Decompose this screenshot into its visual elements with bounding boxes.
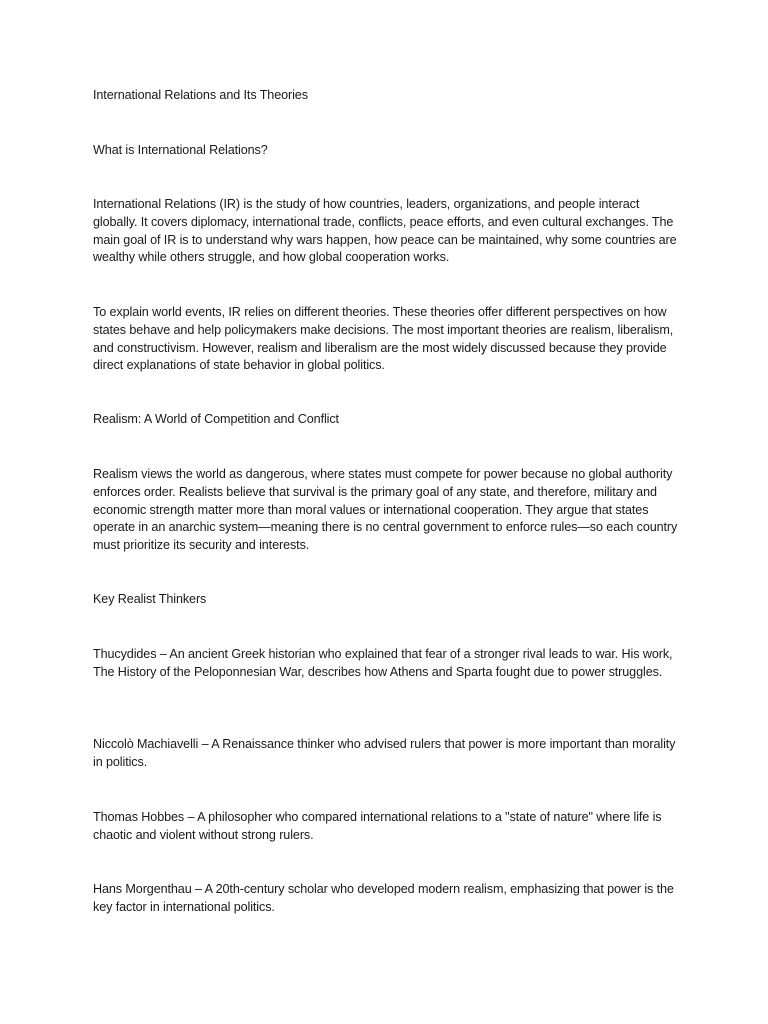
heading-realism: Realism: A World of Competition and Conflict [93,412,339,426]
heading-key-realist-thinkers: Key Realist Thinkers [93,592,207,606]
paragraph-ir-definition: International Relations (IR) is the study of how countries, leaders, organizations, and people interact globally. It covers diplomacy, international trade, conflicts, peace efforts, and even cultural exchanges. The main goal of IR is to understand why wars happen, how peace can be maintained, why some countries are wealthy while others struggle, and how global cooperation works. [93,197,677,265]
heading-what-is-ir: What is International Relations? [93,143,268,157]
thinker-machiavelli: Niccolò Machiavelli – A Renaissance thinker who advised rulers that power is more important than morality in politics. [93,737,676,769]
thinker-morgenthau: Hans Morgenthau – A 20th-century scholar who developed modern realism, emphasizing that power is the key factor in international politics. [93,882,674,914]
document-title: International Relations and Its Theories [93,88,308,102]
thinker-thucydides: Thucydides – An ancient Greek historian who explained that fear of a stronger rival leads to war. His work, The History of the Peloponnesian War, describes how Athens and Sparta fought due to power struggles. [93,647,673,679]
thinker-hobbes: Thomas Hobbes – A philosopher who compared international relations to a "state of nature" where life is chaotic and violent without strong rulers. [93,810,662,842]
paragraph-theories: To explain world events, IR relies on different theories. These theories offer different perspectives on how states behave and help policymakers make decisions. The most important theories are realism, liberalism, and constructivism. However, realism and liberalism are the most widely discussed because they provide direct explanations of state behavior in global politics. [93,305,674,373]
paragraph-realism: Realism views the world as dangerous, where states must compete for power because no global authority enforces order. Realists believe that survival is the primary goal of any state, and therefore, military and economic strength matter more than moral values or international cooperation. They argue that states operate in an anarchic system—meaning there is no central government to enforce rules—so each country must prioritize its security and interests. [93,467,678,553]
